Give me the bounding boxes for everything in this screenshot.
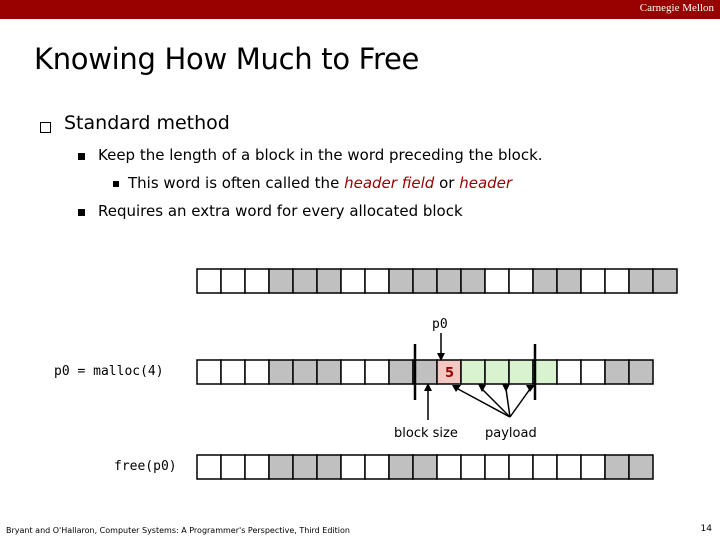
malloc-cell-empty [581,360,605,384]
initial-cell-empty [197,269,221,293]
free-cell-used [269,455,293,479]
initial-cell-empty [485,269,509,293]
malloc-cell-used [317,360,341,384]
footer-citation: Bryant and O'Hallaron, Computer Systems: A Programmer's Perspective, Third Edition [6,526,350,535]
payload-arrow-heads [452,384,535,392]
free-cell-empty [509,455,533,479]
brand-label: Carnegie Mellon [639,2,714,14]
malloc-cell-empty [341,360,365,384]
header-text-pre: This word is often called the [128,174,345,192]
initial-cell-empty [605,269,629,293]
free-cell-used [413,455,437,479]
free-cell-empty [437,455,461,479]
malloc-cell-empty [365,360,389,384]
malloc-cell-used [413,360,437,384]
bullet-standard-method: Standard method [64,112,230,134]
malloc-cell-payload [461,360,485,384]
free-cell-empty [245,455,269,479]
heap-row-initial [197,269,677,293]
header-term: header [459,174,513,192]
free-cell-empty [581,455,605,479]
header-value: 5 [445,366,455,381]
free-cell-used [389,455,413,479]
malloc-cell-empty [221,360,245,384]
initial-cell-used [533,269,557,293]
free-cell-empty [557,455,581,479]
header-text-mid: or [434,174,460,192]
sub-bullet-keep-length: Keep the length of a block in the word preceding the block. [98,146,543,164]
malloc-cell-empty [197,360,221,384]
initial-cell-used [437,269,461,293]
free-cell-empty [533,455,557,479]
malloc-cell-payload [509,360,533,384]
initial-cell-empty [509,269,533,293]
free-cell-empty [461,455,485,479]
free-cell-empty [197,455,221,479]
initial-cell-used [293,269,317,293]
malloc-cell-empty [557,360,581,384]
initial-cell-empty [341,269,365,293]
malloc-cell-used [293,360,317,384]
initial-cell-used [317,269,341,293]
initial-cell-used [461,269,485,293]
free-cell-empty [341,455,365,479]
initial-cell-used [653,269,677,293]
heap-row-after-malloc [197,360,653,384]
malloc-label: p0 = malloc(4) [54,364,164,379]
initial-cell-empty [245,269,269,293]
header-field-term: header field [344,174,435,192]
malloc-cell-used [389,360,413,384]
malloc-cell-payload [485,360,509,384]
sub-bullet-extra-word: Requires an extra word for every allocated block [98,202,463,220]
initial-cell-used [413,269,437,293]
malloc-cell-empty [245,360,269,384]
pointer-label: p0 [432,317,448,332]
initial-cell-used [389,269,413,293]
payload-arrows [458,389,530,417]
initial-cell-used [557,269,581,293]
slide-title: Knowing How Much to Free [34,42,420,76]
block-size-label: block size [394,426,458,441]
free-label: free(p0) [114,459,177,474]
initial-cell-used [269,269,293,293]
malloc-cell-used [629,360,653,384]
heap-row-after-free [197,455,653,479]
free-cell-used [629,455,653,479]
malloc-cell-used [269,360,293,384]
initial-cell-used [629,269,653,293]
initial-cell-empty [365,269,389,293]
initial-cell-empty [581,269,605,293]
free-cell-empty [365,455,389,479]
initial-cell-empty [221,269,245,293]
free-cell-empty [485,455,509,479]
malloc-cell-used [605,360,629,384]
page-number: 14 [700,524,712,534]
payload-label: payload [485,426,537,441]
free-cell-empty [221,455,245,479]
free-cell-used [317,455,341,479]
free-cell-used [605,455,629,479]
malloc-cell-payload [533,360,557,384]
free-cell-used [293,455,317,479]
